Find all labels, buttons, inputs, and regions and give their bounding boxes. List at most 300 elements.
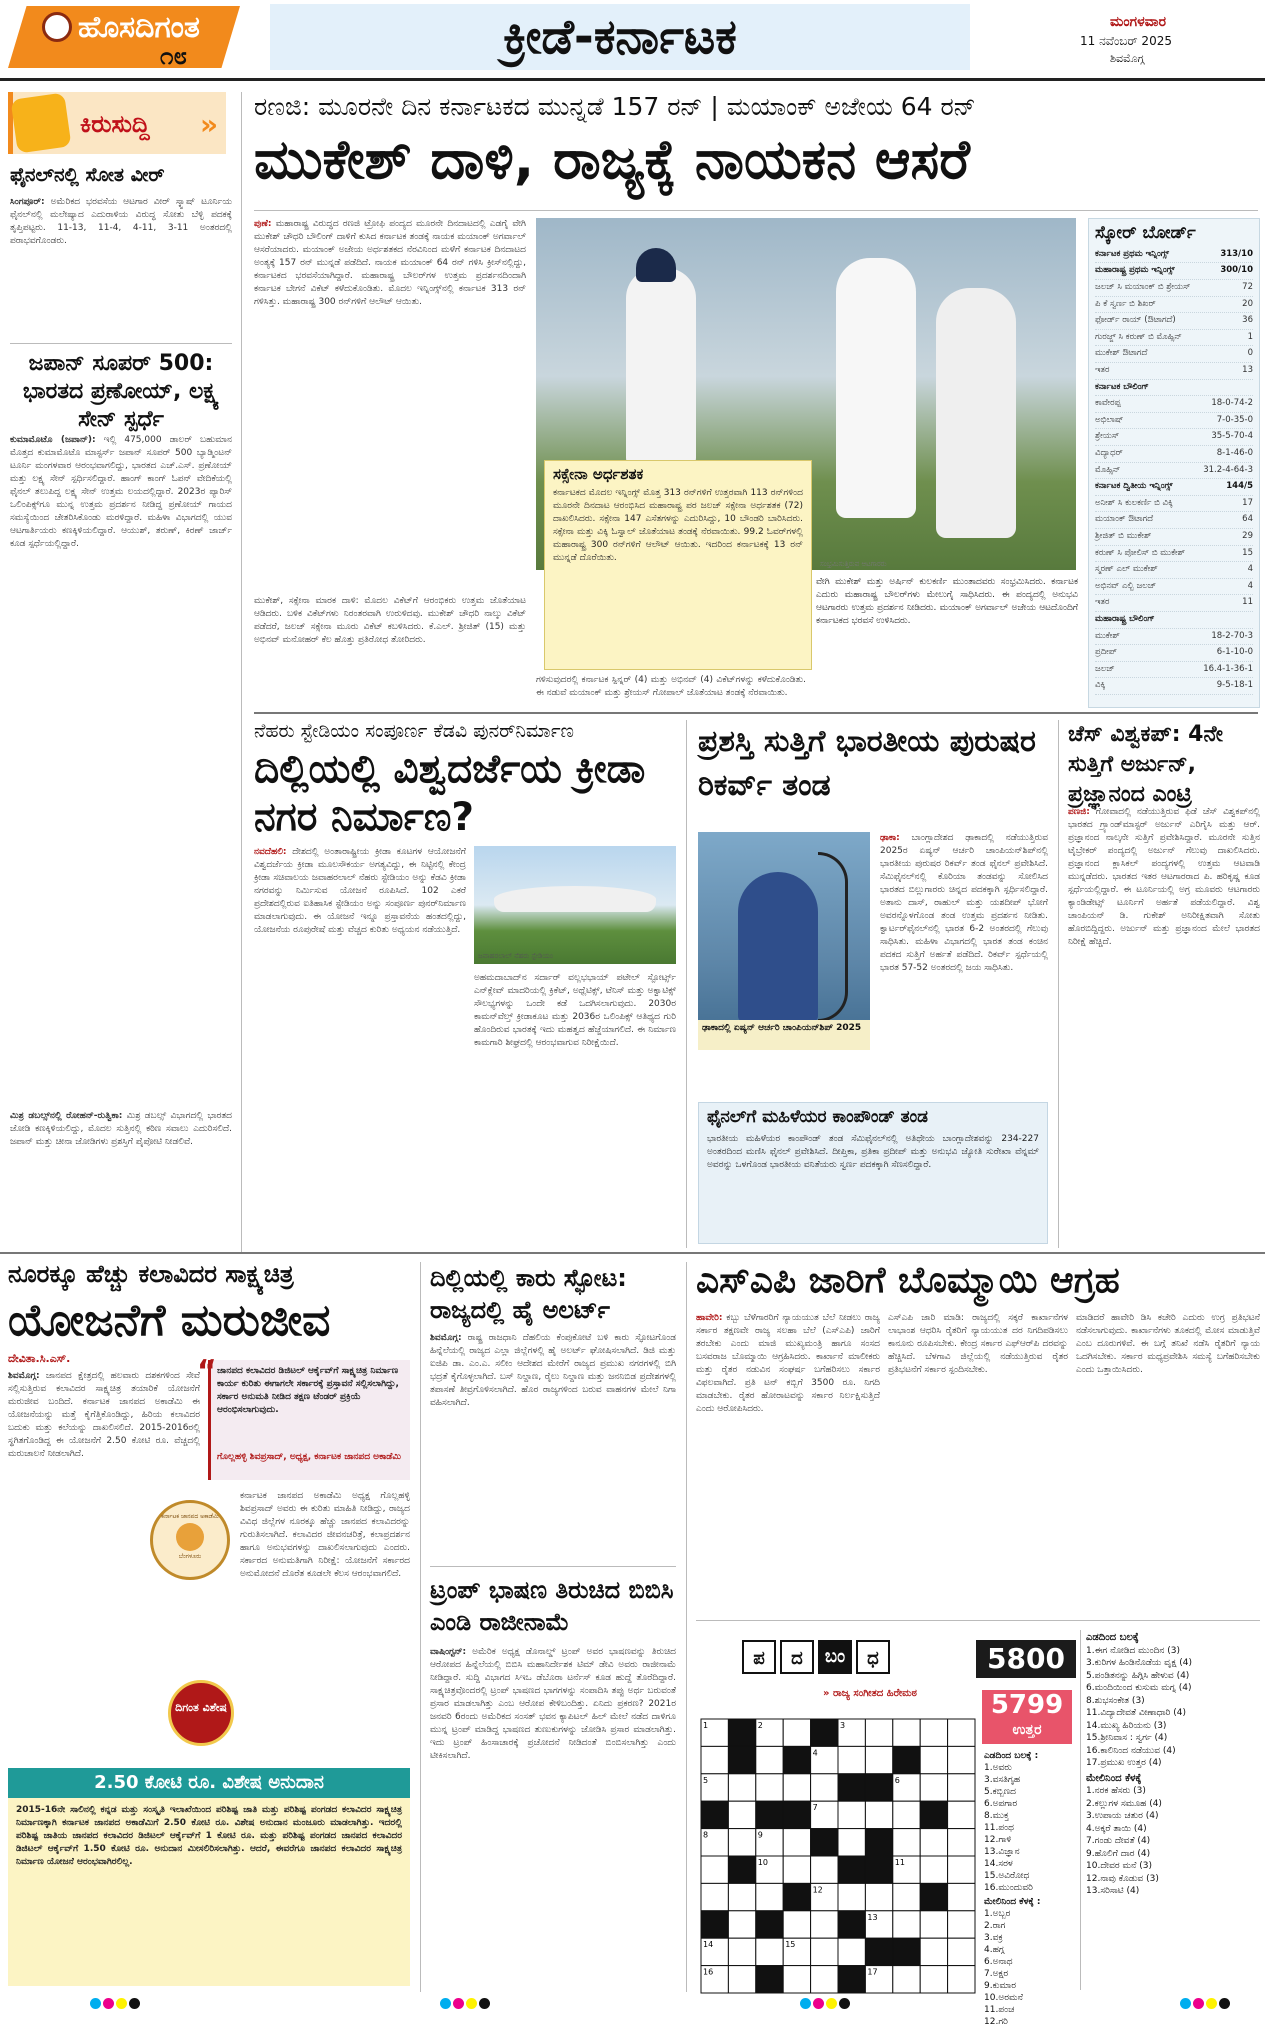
- crossword-block: [893, 1746, 920, 1773]
- crossword-cell[interactable]: [783, 1911, 810, 1938]
- scoreboard-row-label: ಮಯಾಂಕ್ ಔಟಾಗದೆ: [1095, 514, 1154, 525]
- crossword-cell[interactable]: [838, 1883, 865, 1910]
- scoreboard-row-value: 35-5-70-4: [1211, 431, 1253, 442]
- puzzle-header-letter: ಪ: [742, 1640, 776, 1674]
- bommai-headline: ಎಸ್‌ಎಪಿ ಜಾರಿಗೆ ಬೊಮ್ಮಾಯಿ ಆಗ್ರಹ: [696, 1260, 1120, 1301]
- artists-body-a: ಜಾನಪದ ಕ್ಷೇತ್ರದಲ್ಲಿ ಹಲವಾರು ದಶಕಗಳಿಂದ ಸೇವೆ ಸಲ್ಲಿಸುತ್ತಿರುವ ಕಲಾವಿದರ ಸಾಕ್ಷ್ಯಚಿತ್ರ ತಯಾರಿಕೆ ಯೋಜನೆಗೆ ಮರುಜೀವ ಬಂದಿದೆ. ಕರ್ನಾಟಕ ಜಾನಪದ ಅಕಾಡೆಮಿ ಈ ಯೋಜನೆಯನ್ನು ಮತ್ತೆ ಕೈಗೆತ್ತಿಕೊಂಡಿದ್ದು, ಹಿರಿಯ ಕಲಾವಿದರ ಬದುಕು ಮತ್ತು ಕಲೆಯನ್ನು ದಾಖಲಿಸಲಿದೆ. 2015-2016ರಲ್ಲಿ ಸ್ಥಗಿತಗೊಂಡಿದ್ದ ಈ ಯೋಜನೆಗೆ 2.50 ಕೋಟಿ ರೂ. ವೆಚ್ಚದಲ್ಲಿ ಮರುಚಾಲನೆ ನೀಡಲಾಗಿದೆ.: [8, 1371, 200, 1459]
- scoreboard-row-value: 15: [1242, 547, 1253, 558]
- clue-across-item: 16.ಕಾಲಿನಿಂದ ನಡೆಯುವ (4): [1086, 1745, 1176, 1756]
- cricket-helmet-icon: [636, 248, 676, 282]
- archery-body-text: ಬಾಂಗ್ಲಾದೇಶದ ಢಾಕಾದಲ್ಲಿ ನಡೆಯುತ್ತಿರುವ 2025ರ ಏಷ್ಯನ್ ಆರ್ಚರಿ ಚಾಂಪಿಯನ್‌ಶಿಪ್‌ನಲ್ಲಿ ಭಾರತೀಯ ಪುರುಷರ ರಿಕರ್ವ್ ತಂಡ ಫೈನಲ್ ಪ್ರವೇಶಿಸಿದೆ. ಸೆಮಿಫೈನಲ್‌ನಲ್ಲಿ ಕೊರಿಯಾ ತಂಡವನ್ನು ಸೋಲಿಸಿದ ಭಾರತದ ಬಿಲ್ಲುಗಾರರು ಚಿನ್ನದ ಪದಕಕ್ಕಾಗಿ ಸ್ಪರ್ಧಿಸಲಿದ್ದಾರೆ. ಅತಾನು ದಾಸ್, ರಾಹುಲ್ ಮತ್ತು ಯಶದೀಪ್ ಭೋಗೆ ಅವರನ್ನೊಳಗೊಂಡ ತಂಡ ಉತ್ತಮ ಪ್ರದರ್ಶನ ನೀಡಿತು. ಕ್ವಾರ್ಟರ್‌ಫೈನಲ್‌ನಲ್ಲಿ ಭಾರತ 6-2 ಅಂತರದಲ್ಲಿ ಗೆಲುವು ಸಾಧಿಸಿತು. ಮಹಿಳಾ ವಿಭಾಗದಲ್ಲಿ ಭಾರತ ತಂಡ ಕಂಚಿನ ಪದಕದ ಸುತ್ತಿಗೆ ಅರ್ಹತೆ ಪಡೆದಿದೆ. ರಿಕರ್ವ್ ಸ್ಪರ್ಧೆಯಲ್ಲಿ ಭಾರತ 57-52 ಅಂತರದಲ್ಲಿ ಜಯ ಸಾಧಿಸಿತು.: [880, 833, 1048, 973]
- clue-across-item: 17.ಪ್ರಮುಖ ಉತ್ತರ (4): [1086, 1758, 1162, 1768]
- crossword-cell[interactable]: [920, 1829, 947, 1856]
- answer-across-item: 3.ವಸತಿಗೃಹ: [984, 1775, 1021, 1785]
- puzzle-answers-label: ಉತ್ತರ: [1012, 1722, 1042, 1738]
- scoreboard-row-value: 7-0-35-0: [1216, 414, 1253, 425]
- crossword-cell[interactable]: [948, 1746, 975, 1773]
- puzzle-number-current: 5800: [976, 1640, 1076, 1678]
- crossword-cell-number: 16: [703, 1967, 714, 1977]
- issue-date: 11 ನವೆಂಬರ್ 2025: [1080, 34, 1172, 48]
- lead-body-col2: [254, 595, 526, 685]
- player-figure-2: [836, 258, 916, 518]
- registration-marks-far-right: [1180, 1994, 1232, 2013]
- crossword-block: [701, 1801, 728, 1828]
- scoreboard-row-label: ಇತರ: [1095, 597, 1110, 608]
- masthead: [0, 0, 1265, 76]
- scoreboard-row-value: 11: [1242, 597, 1253, 608]
- crossword-cell[interactable]: [783, 1829, 810, 1856]
- lead-caption: ವೇಗಿ ಮುಕೇಶ್ ಮತ್ತು ಅರ್ಷಿನ್ ಕುಲಕರ್ಣಿ ಮುಂತಾದವರು ಸಂಭ್ರಮಿಸಿದರು. ಕರ್ನಾಟಕ ಎದುರು ಮಹಾರಾಷ್ಟ್ರ ಬೌಲರ್‌ಗಳು ಮೇಲುಗೈ ಸಾಧಿಸಿದರು. ಈ ಪಂದ್ಯದಲ್ಲಿ ಅನುಭವಿ ಆಟಗಾರರು ಉತ್ತಮ ಪ್ರದರ್ಶನ ನೀಡಿದರು. ಮಯಾಂಕ್ ಅಗರ್ವಾಲ್ ಅಜೇಯ ಆಟದೊಂದಿಗೆ ಕರ್ನಾಟಕದ ಭರವಸೆ ಉಳಿಸಿದರು.: [816, 577, 1078, 626]
- answer-across-item: 13.ವಿಜ್ಞಾನ: [984, 1847, 1020, 1857]
- artists-body-col2: ಕರ್ನಾಟಕ ಜಾನಪದ ಅಕಾಡೆಮಿ ಅಧ್ಯಕ್ಷ ಗೊಲ್ಲಹಳ್ಳಿ ಶಿವಪ್ರಸಾದ್ ಅವರು ಈ ಕುರಿತು ಮಾಹಿತಿ ನೀಡಿದ್ದು, ರಾಜ್ಯದ ವಿವಿಧ ಜಿಲ್ಲೆಗಳ ನೂರಕ್ಕೂ ಹೆಚ್ಚು ಜಾನಪದ ಕಲಾವಿದರನ್ನು ಗುರುತಿಸಲಾಗಿದೆ. ಕಲಾವಿದರ ಜೀವನಚರಿತ್ರೆ, ಕಲಾಪ್ರದರ್ಶನ ಹಾಗೂ ಅನುಭವಗಳನ್ನು ದಾಖಲಿಸಲಾಗುವುದು ಎಂದರು. ಸರ್ಕಾರದ ಅನುಮತಿಗಾಗಿ ನಿರೀಕ್ಷೆ: ಯೋಜನೆಗೆ ಸರ್ಕಾರದ ಅನುಮೋದನೆ ದೊರೆತ ಕೂಡಲೇ ಕೆಲಸ ಆರಂಭವಾಗಲಿದೆ.: [240, 1491, 410, 1579]
- crossword-cell[interactable]: [948, 1883, 975, 1910]
- answer-across-item: 8.ಮುಕ್ತ: [984, 1811, 1009, 1821]
- clue-down-item: 2.ಕಲ್ಲುಗಳ ಸಮೂಹ (4): [1086, 1798, 1162, 1809]
- crossword-cell[interactable]: [701, 1883, 728, 1910]
- crossword-cell[interactable]: [948, 1966, 975, 1993]
- scoreboard-row-value: 9-5-18-1: [1216, 680, 1253, 691]
- crossword-cell[interactable]: [783, 1719, 810, 1746]
- puzzle-clue-arrow-icon: »: [823, 1688, 830, 1699]
- crossword-cell[interactable]: [811, 1938, 838, 1965]
- clue-across-item: 15.ಶ್ರೀನಿವಾಸ : ಸ್ವರ್ಗ (4): [1086, 1733, 1168, 1743]
- crossword-cell[interactable]: [728, 1801, 755, 1828]
- scoreboard-row-label: ಫೋರ್ಡ್ ರಾಯ್ (ಔಟಾಗದೆ): [1095, 315, 1176, 326]
- crossword-cell[interactable]: [920, 1911, 947, 1938]
- crossword-cell[interactable]: [756, 1883, 783, 1910]
- scoreboard-row: [1095, 579, 1253, 596]
- answers-across-title: ಎಡದಿಂದ ಬಲಕ್ಕೆ :: [984, 1751, 1039, 1761]
- kirusuddi-story1-text: ಅಮೆರಿಕದ ಭರವಸೆಯ ಆಟಗಾರ ವೀರ್ ಸ್ಕ್ವಾಷ್ ಟೂರ್ನಿಯ ಫೈನಲ್‌ನಲ್ಲಿ ಮಲೇಷ್ಯಾದ ಎದುರಾಳಿಯ ವಿರುದ್ಧ ಸೋತು ಬೆಳ್ಳಿ ಪದಕಕ್ಕೆ ತೃಪ್ತಿಪಟ್ಟರು. 11-13, 11-4, 4-11, 3-11 ಅಂತರದಲ್ಲಿ ಪರಾಭವಗೊಂಡರು.: [10, 197, 232, 246]
- trump-headline: ಟ್ರಂಪ್ ಭಾಷಣ ತಿರುಚಿದ ಬಿಬಿಸಿ ಎಂಡಿ ರಾಜೀನಾಮೆ: [430, 1576, 674, 1636]
- scoreboard-row-value: 16.4-1-36-1: [1203, 663, 1253, 674]
- scoreboard-row: [1095, 612, 1253, 629]
- artists-dateline: ಶಿವಮೊಗ್ಗ:: [8, 1371, 40, 1381]
- scoreboard-row-value: 144/5: [1226, 481, 1253, 492]
- clue-down-item: 10.ದೇವರ ಮನೆ (3): [1086, 1861, 1153, 1871]
- crossword-cell[interactable]: [948, 1774, 975, 1801]
- clue-across-item: 8.ಶುಭಸಂಕೇತ (3): [1086, 1695, 1145, 1706]
- crossword-cell[interactable]: [893, 1829, 920, 1856]
- clues-down-title: ಮೇಲಿನಿಂದ ಕೆಳಕ್ಕೆ: [1086, 1772, 1142, 1784]
- crossword-block: [756, 1801, 783, 1828]
- scoreboard-row-label: ಅಭಿಲಾಷ್: [1095, 414, 1124, 425]
- answer-across-item: 11.ಪಂಥ: [984, 1823, 1014, 1833]
- crossword-cell[interactable]: [920, 1856, 947, 1883]
- scoreboard-row-label: ಕರ್ನಾಟಕ ಬೌಲಿಂಗ್: [1095, 381, 1149, 392]
- scoreboard-row: [1095, 429, 1253, 446]
- stadium-roof-icon: [494, 886, 656, 912]
- stadium-photo-alt: ಜವಾಹರಲಾಲ್ ನೆಹರು ಸ್ಟೇಡಿಯಂ: [478, 952, 553, 960]
- crossword-cell[interactable]: [783, 1774, 810, 1801]
- answers-down-title: ಮೇಲಿನಿಂದ ಕೆಳಕ್ಕೆ :: [984, 1897, 1041, 1907]
- crossword-block: [728, 1719, 755, 1746]
- answers-across-list: [984, 1762, 1074, 1894]
- scoreboard-row-label: ಮಹಾರಾಷ್ಟ್ರ ಪ್ರಥಮ ಇನ್ನಿಂಗ್ಸ್: [1095, 265, 1175, 276]
- academy-seal-top-text: ಕರ್ನಾಟಕ ಜಾನಪದ ಅಕಾಡೆಮಿ: [161, 1513, 219, 1520]
- crossword-block: [838, 1856, 865, 1883]
- archery-headline: ಪ್ರಶಸ್ತಿ ಸುತ್ತಿಗೆ ಭಾರತೀಯ ಪುರುಷರ ರಿಕರ್ವ್ ತಂಡ: [698, 724, 1036, 803]
- scoreboard-row-label: ವಿದ್ಯಾಧರ್: [1095, 447, 1123, 458]
- clues-down-list: [1086, 1785, 1262, 1898]
- clues-across-list: [1086, 1645, 1262, 1770]
- scoreboard-row-label: ಅಭಿನವ್ ಎಲ್ಬಿ ಜಲಜ್: [1095, 580, 1157, 591]
- scoreboard-row: [1095, 297, 1253, 314]
- kirusuddi-story1-dateline: ಸಿಂಗಪೂರ್:: [10, 197, 45, 207]
- puzzle-clue-title-text: ರಾಜ್ಯ ಸಂಗೀತದ ಹಿರೇಮಠ: [832, 1688, 917, 1699]
- crossword-cell-number: 13: [867, 1912, 878, 1922]
- delhi-body-col2: ಅಹಮದಾಬಾದ್‌ನ ಸರ್ದಾರ್ ವಲ್ಲಭಭಾಯ್ ಪಟೇಲ್ ಸ್ಪೋರ್ಟ್ಸ್ ಎನ್‌ಕ್ಲೇವ್ ಮಾದರಿಯಲ್ಲಿ ಕ್ರಿಕೆಟ್, ಅಥ್ಲೆಟಿಕ್ಸ್, ಟೆನಿಸ್ ಮತ್ತು ಅಕ್ವಾಟಿಕ್ಸ್ ಸೌಲಭ್ಯಗಳನ್ನು ಒಂದೇ ಕಡೆ ಒದಗಿಸಲಾಗುವುದು. 2030ರ ಕಾಮನ್‌ವೆಲ್ತ್ ಕ್ರೀಡಾಕೂಟ ಮತ್ತು 2036ರ ಒಲಿಂಪಿಕ್ಸ್ ಆತಿಥ್ಯದ ಗುರಿ ಹೊಂದಿರುವ ಭಾರತಕ್ಕೆ ಇದು ಮಹತ್ವದ ಹೆಜ್ಜೆಯಾಗಲಿದೆ. ಈ ನಿರ್ಮಾಣ ಕಾಮಗಾರಿ ಶೀಘ್ರದಲ್ಲಿ ಆರಂಭವಾಗುವ ನಿರೀಕ್ಷೆಯಿದೆ.: [474, 973, 676, 1048]
- scoreboard-row-label: ಪಿ ಕೆ ಸ್ವರ್ಣ ಬಿ ಶಿಖರ್: [1095, 298, 1156, 309]
- crossword-cell-number: 17: [867, 1967, 878, 1977]
- crossword-cell[interactable]: [920, 1938, 947, 1965]
- scoreboard-row-value: 18-2-70-3: [1211, 630, 1253, 641]
- crossword-block: [783, 1746, 810, 1773]
- scoreboard-row: [1095, 512, 1253, 529]
- chess-body: [1068, 806, 1260, 1242]
- crossword-cell[interactable]: [920, 1746, 947, 1773]
- scoreboard-lines: [1095, 247, 1253, 695]
- scoreboard-row-label: ಸ್ಮರಣ್ ಎಲ್ ಮುಕೇಶ್: [1095, 564, 1158, 575]
- digantha-vishesha-badge: [168, 1680, 234, 1746]
- crossword-cell[interactable]: [811, 1911, 838, 1938]
- scoreboard-row-label: ಇತರ: [1095, 365, 1110, 375]
- crossword-block: [756, 1911, 783, 1938]
- compound-box-text: ಭಾರತೀಯ ಮಹಿಳೆಯರ ಕಾಂಪೌಂಡ್ ತಂಡ ಸೆಮಿಫೈನಲ್‌ನಲ್ಲಿ ಅತಿಥೇಯ ಬಾಂಗ್ಲಾದೇಶವನ್ನು 234-227 ಅಂತರದಿಂದ ಮಣಿಸಿ ಫೈನಲ್ ಪ್ರವೇಶಿಸಿದೆ. ದೀಪ್ತಿಕಾ, ಪ್ರತಿಕಾ ಪ್ರದೀಪ್ ಮತ್ತು ಅನುಭವಿ ಜ್ಯೋತಿ ಸುರೇಖಾ ವೆನ್ನಮ್ ಅವರನ್ನು ಒಳಗೊಂಡ ಭಾರತೀಯ ವನಿತೆಯರು ಸ್ವರ್ಣ ಪದಕಕ್ಕಾಗಿ ಸೆಣಸಲಿದ್ದಾರೆ.: [707, 1133, 1039, 1170]
- crossword-block: [865, 1774, 892, 1801]
- scoreboard-row-value: 4: [1247, 580, 1253, 591]
- answer-down-item: 12.ಗರಿ: [984, 2017, 1008, 2027]
- kirusuddi-story3-body: [10, 1110, 232, 1240]
- crossword-cell[interactable]: [948, 1938, 975, 1965]
- crossword-cell[interactable]: [920, 1966, 947, 1993]
- scoreboard-row-value: 1: [1247, 331, 1253, 342]
- section-title: ಕ್ರೀಡೆ-ಕರ್ನಾಟಕ: [270, 4, 970, 70]
- scoreboard-row: [1095, 463, 1253, 480]
- academy-seal-bottom-text: ಬೆಂಗಳೂರು: [178, 1553, 202, 1560]
- crossword-block: [701, 1911, 728, 1938]
- crossword-cell-number: 14: [703, 1940, 714, 1950]
- crossword-cell[interactable]: [728, 1966, 755, 1993]
- scoreboard-row: [1095, 629, 1253, 646]
- lead-photo-alt: ಸಂಭ್ರಮಿಸುತ್ತಿರುವ ಆಟಗಾರರು: [820, 560, 887, 568]
- scoreboard-row-label: ಕಾವೇರಪ್ಪ: [1095, 398, 1121, 409]
- scoreboard-row-value: 0: [1247, 348, 1253, 359]
- scoreboard-row: [1095, 396, 1253, 413]
- crossword-block: [756, 1966, 783, 1993]
- scoreboard-row-label: ಮುಕೇಶ್ ಔಟಾಗದೆ: [1095, 348, 1148, 359]
- bommai-body-col1: [696, 1312, 880, 1612]
- crossword-cell[interactable]: [701, 1856, 728, 1883]
- answer-across-item: 1.ಅವರು: [984, 1763, 1012, 1773]
- academy-seal-emblem: [176, 1523, 204, 1551]
- answer-down-item: 2.ರಾಗ: [984, 1921, 1006, 1931]
- clues-across-title: ಎಡದಿಂದ ಬಲಕ್ಕೆ: [1086, 1632, 1139, 1643]
- crossword-block: [783, 1883, 810, 1910]
- answer-across-item: 15.ಅವಿರೋಧ: [984, 1871, 1030, 1881]
- crossword-block: [811, 1829, 838, 1856]
- kirusuddi-label: ಕಿರುಸುದ್ದಿ: [80, 110, 150, 138]
- clue-down-item: 3.ಉಪಾಯ ಚತುರ (4): [1086, 1811, 1159, 1821]
- scoreboard-row: [1095, 446, 1253, 463]
- scoreboard-row: [1095, 380, 1253, 397]
- scoreboard-row-label: ಜಲಜ್: [1095, 663, 1115, 674]
- scoreboard-row-label: ಜಲಜ್ ಸಿ ಮಯಾಂಕ್ ಬಿ ಶ್ರೇಯಸ್: [1095, 282, 1191, 293]
- clue-down-item: 1.ನರಕ ಹೆಸರು (3): [1086, 1786, 1146, 1796]
- crossword-block: [783, 1801, 810, 1828]
- answer-across-item: 12.ಗಾಳಿ: [984, 1835, 1012, 1845]
- player-figure-3: [936, 288, 1016, 538]
- scoreboard: [1088, 218, 1260, 708]
- crossword-cell[interactable]: [948, 1829, 975, 1856]
- scoreboard-row: [1095, 546, 1253, 563]
- lead-kicker: ರಣಜಿ: ಮೂರನೇ ದಿನ ಕರ್ನಾಟಕದ ಮುನ್ನಡೆ 157 ರನ್ | ಮಯಾಂಕ್ ಅಜೇಯ 64 ರನ್: [254, 92, 976, 121]
- delhi-headline: ದಿಲ್ಲಿಯಲ್ಲಿ ವಿಶ್ವದರ್ಜೆಯ ಕ್ರೀಡಾ ನಗರ ನಿರ್ಮಾಣ?: [254, 747, 646, 840]
- delhi-dateline: ನವದೆಹಲಿ:: [254, 847, 287, 857]
- crossword-cell[interactable]: [893, 1719, 920, 1746]
- newspaper-name: ಹೊಸದಿಗಂತ: [78, 10, 200, 45]
- scoreboard-row: [1095, 496, 1253, 513]
- scoreboard-row-value: 313/10: [1220, 248, 1253, 259]
- crossword-grid[interactable]: [700, 1718, 976, 1994]
- quote-box: [197, 1354, 410, 1480]
- scoreboard-row-label: ಅನೀಶ್ ಸಿ ಕುಲಕರ್ಣಿ ಬಿ ವಿಕ್ಕಿ: [1095, 497, 1173, 508]
- scoreboard-row: [1095, 479, 1253, 496]
- scoreboard-row-label: ಕರ್ನಾಟಕ ದ್ವಿತೀಯ ಇನ್ನಿಂಗ್ಸ್: [1095, 481, 1173, 492]
- puzzle-number-prev-box: [982, 1690, 1072, 1744]
- crossword-cell[interactable]: [838, 1801, 865, 1828]
- registration-marks-center: [440, 1994, 492, 2013]
- scoreboard-row-label: ಶ್ರೇಯಸ್: [1095, 431, 1120, 442]
- crossword-block: [920, 1883, 947, 1910]
- crossword-cell[interactable]: [893, 1883, 920, 1910]
- scoreboard-row: [1095, 263, 1253, 280]
- crossword-cell[interactable]: [838, 1829, 865, 1856]
- crossword-cell-number: 10: [757, 1858, 768, 1867]
- crossword-cell-number: 1: [703, 1721, 709, 1730]
- crossword-cell[interactable]: [728, 1774, 755, 1801]
- scoreboard-row-value: 6-1-10-0: [1216, 647, 1253, 658]
- blast-dateline: ಶಿವಮೊಗ್ಗ:: [430, 1333, 462, 1343]
- crossword-block: [838, 1966, 865, 1993]
- crossword-cell[interactable]: [728, 1883, 755, 1910]
- clue-across-item: 1.ಈಗ ನೋಡಿದ ಮುಂದಿನ (3): [1086, 1645, 1181, 1656]
- bommai-body-col3: ಮಾಡಿದರೆ ಹಾವೇರಿ ಡಿಸಿ ಕಚೇರಿ ಎದುರು ಉಗ್ರ ಪ್ರತಿಭಟನೆ ನಡೆಸಲಾಗುವುದು. ಕಾರ್ಖಾನೆಗಳು ತೂಕದಲ್ಲಿ ಮೋಸ ಮಾಡುತ್ತಿವೆ ಎಂಬ ದೂರುಗಳಿವೆ. ಈ ಬಗ್ಗೆ ತನಿಖೆ ನಡೆಸಿ ರೈತರಿಗೆ ನ್ಯಾಯ ಒದಗಿಸಬೇಕು. ಸರ್ಕಾರ ಮಧ್ಯಪ್ರವೇಶಿಸಿ ಸಮಸ್ಯೆ ಬಗೆಹರಿಸಬೇಕು ಎಂದು ಒತ್ತಾಯಿಸಿದರು.: [1076, 1313, 1260, 1375]
- crossword-cell[interactable]: [865, 1883, 892, 1910]
- chevron-right-icon: »: [200, 108, 219, 141]
- scoreboard-row-value: 29: [1242, 530, 1253, 541]
- crossword-cell[interactable]: [948, 1719, 975, 1746]
- badge-text: ದಿಗಂತ ವಿಶೇಷ: [175, 1701, 227, 1714]
- saxena-box-text: ಕರ್ನಾಟಕದ ಮೊದಲ ಇನ್ನಿಂಗ್ಸ್ ಮೊತ್ತ 313 ರನ್‌ಗಳಿಗೆ ಉತ್ತರವಾಗಿ 113 ರನ್‌ಗಳಿಂದ ಮೂರನೇ ದಿನದಾಟ ಆರಂಭಿಸಿದ ಮಹಾರಾಷ್ಟ್ರ ಪರ ಜಲಜ್ ಸಕ್ಸೇನಾ ಅರ್ಧಶತಕ (72) ದಾಖಲಿಸಿದರು. ಸಕ್ಸೇನಾ 147 ಎಸೆತಗಳನ್ನು ಎದುರಿಸಿದ್ದು, 10 ಬೌಂಡರಿ ಬಾರಿಸಿದರು. ಸಕ್ಸೇನಾ ಮತ್ತು ವಿಕ್ಕಿ ಓಸ್ವಾಲ್ ಜೊತೆಯಾಟ ತಂಡಕ್ಕೆ ನೆರವಾಯಿತು. 99.2 ಓವರ್‌ಗಳಲ್ಲಿ ಮಹಾರಾಷ್ಟ್ರ 300 ರನ್‌ಗಳಿಗೆ ಆಲೌಟ್ ಆಯಿತು. ಇದರಿಂದ ಕರ್ನಾಟಕಕ್ಕೆ 13 ರನ್ ಮುನ್ನಡೆ ದೊರೆಯಿತು.: [553, 487, 803, 563]
- scoreboard-row: [1095, 529, 1253, 546]
- artists-byline: ದೇವಿತಾ.ಸಿ.ಎಸ್.: [8, 1352, 71, 1365]
- crossword-block: [728, 1856, 755, 1883]
- crossword-cell[interactable]: [756, 1774, 783, 1801]
- registration-marks-left: [90, 1994, 142, 2013]
- scoreboard-row: [1095, 678, 1253, 695]
- scoreboard-row-value: 18-0-74-2: [1211, 398, 1253, 409]
- archery-caption-box: [698, 1020, 870, 1050]
- scoreboard-row-label: ಕರುಣ್ ಸಿ ಪೋಲಿಸ್ ಬಿ ಮುಕೇಶ್: [1095, 547, 1186, 558]
- lead-body-a: ಮಹಾರಾಷ್ಟ್ರ ವಿರುದ್ಧದ ರಣಜಿ ಟ್ರೋಫಿ ಪಂದ್ಯದ ಮೂರನೇ ದಿನದಾಟದಲ್ಲಿ ಎಡಗೈ ವೇಗಿ ಮುಕೇಶ್ ಚೌಧರಿ ಬೌಲಿಂಗ್ ದಾಳಿಗೆ ಕುಸಿದ ಕರ್ನಾಟಕ ತಂಡಕ್ಕೆ ನಾಯಕ ಮಯಾಂಕ್ ಅಗರ್ವಾಲ್ ಆಸರೆಯಾದರು. ಮಯಾಂಕ್ ಅಜೇಯ ಅರ್ಧಶತಕದ ನೆರವಿನಿಂದ ಮಳೆಗೆ ಕರ್ನಾಟಕ ದಿನದಾಟದ ಅಂತ್ಯಕ್ಕೆ 157 ರನ್ ಮುನ್ನಡೆ ಪಡೆದಿದೆ. ನಾಯಕ ಮಯಾಂಕ್ 64 ರನ್ ಗಳಿಸಿ ಕ್ರೀಸ್‌ನಲ್ಲಿದ್ದು, ಕರ್ನಾಟಕದ ಭರವಸೆಯಾಗಿದ್ದಾರೆ. ಮಹಾರಾಷ್ಟ್ರ ಬೌಲರ್‌ಗಳ ಉತ್ತಮ ಪ್ರದರ್ಶನದಿಂದಾಗಿ ಕರ್ನಾಟಕ ಬೇಗನೆ ವಿಕೆಟ್ ಕಳೆದುಕೊಂಡಿತು. ಮೊದಲ ಇನ್ನಿಂಗ್ಸ್‌ನಲ್ಲಿ ಕರ್ನಾಟಕ 313 ರನ್ ಗಳಿಸಿತ್ತು. ಮಹಾರಾಷ್ಟ್ರ 300 ರನ್‌ಗಳಿಗೆ ಆಲೌಟ್ ಆಯಿತು.: [254, 219, 526, 307]
- scoreboard-row-label: ಮೊಹ್ಸಿನ್: [1095, 464, 1121, 475]
- scoreboard-row-value: 36: [1242, 315, 1253, 326]
- crossword-cell[interactable]: [811, 1856, 838, 1883]
- answer-across-item: 6.ಅಪಗಾರ: [984, 1799, 1018, 1809]
- crossword-cell[interactable]: [811, 1966, 838, 1993]
- page-number: ೧೮: [160, 42, 187, 70]
- trump-body-a: ಅಮೆರಿಕ ಅಧ್ಯಕ್ಷ ಡೊನಾಲ್ಡ್ ಟ್ರಂಪ್ ಅವರ ಭಾಷಣವನ್ನು ತಿರುಚಿದ ಆರೋಪದ ಹಿನ್ನೆಲೆಯಲ್ಲಿ ಬಿಬಿಸಿ ಮಹಾನಿರ್ದೇಶಕ ಟಿಮ್ ಡೇವಿ ಅವರು ರಾಜೀನಾಮೆ ನೀಡಿದ್ದಾರೆ. ಸುದ್ದಿ ವಿಭಾಗದ ಸಿಇಒ ಡೆಬೊರಾ ಟರ್ನೆಸ್ ಕೂಡ ಹುದ್ದೆ ತೊರೆದಿದ್ದಾರೆ. ಸಾಕ್ಷ್ಯಚಿತ್ರವೊಂದರಲ್ಲಿ ಟ್ರಂಪ್ ಭಾಷಣದ ಭಾಗಗಳನ್ನು ಸಂಪಾದಿಸಿ ತಪ್ಪು ಅರ್ಥ ಬರುವಂತೆ ಪ್ರಸಾರ ಮಾಡಲಾಗಿತ್ತು ಎಂಬ ಆರೋಪ ಕೇಳಿಬಂದಿತ್ತು.: [430, 1647, 676, 1709]
- crossword-cell[interactable]: [783, 1966, 810, 1993]
- trump-body-b: ಏನಿದು ಪ್ರಕರಣ? 2021ರ ಜನವರಿ 6ರಂದು ಅಮೆರಿಕದ ಸಂಸತ್ ಭವನ ಕ್ಯಾಪಿಟಲ್ ಹಿಲ್ ಮೇಲೆ ನಡೆದ ದಾಳಿಗೂ ಮುನ್ನ ಟ್ರಂಪ್ ಮಾಡಿದ್ದ ಭಾಷಣದ ತುಣುಕುಗಳನ್ನು ಜೋಡಿಸಿ ಪ್ರಸಾರ ಮಾಡಲಾಗಿತ್ತು. ಇದು ಟ್ರಂಪ್ ಹಿಂಸಾಚಾರಕ್ಕೆ ಪ್ರಚೋದನೆ ನೀಡಿದಂತೆ ಬಿಂಬಿಸಲಾಗಿತ್ತು ಎಂದು ಟೀಕಿಸಲಾಗಿದೆ.: [430, 1699, 676, 1761]
- crossword-cell[interactable]: [865, 1801, 892, 1828]
- scoreboard-row: [1095, 247, 1253, 264]
- crossword-cell[interactable]: [948, 1801, 975, 1828]
- scoreboard-row: [1095, 562, 1253, 579]
- blast-body-text: ರಾಷ್ಟ್ರ ರಾಜಧಾನಿ ದೆಹಲಿಯ ಕೆಂಪುಕೋಟೆ ಬಳಿ ಕಾರು ಸ್ಫೋಟಗೊಂಡ ಹಿನ್ನೆಲೆಯಲ್ಲಿ ರಾಜ್ಯದ ಎಲ್ಲಾ ಜಿಲ್ಲೆಗಳಲ್ಲಿ ಹೈ ಅಲರ್ಟ್ ಘೋಷಿಸಲಾಗಿದೆ. ಡಿಜಿ ಮತ್ತು ಐಜಿಪಿ ಡಾ. ಎಂ.ಎ. ಸಲೀಂ ಆದೇಶದ ಮೇರೆಗೆ ರಾಜ್ಯದ ಪ್ರಮುಖ ನಗರಗಳಲ್ಲಿ ಬಿಗಿ ಭದ್ರತೆ ಕೈಗೊಳ್ಳಲಾಗಿದೆ. ಬಸ್ ನಿಲ್ದಾಣ, ರೈಲು ನಿಲ್ದಾಣ ಮತ್ತು ಜನನಿಬಿಡ ಪ್ರದೇಶಗಳಲ್ಲಿ ತಪಾಸಣೆ ತೀವ್ರಗೊಳಿಸಲಾಗಿದೆ. ಹೊರ ರಾಜ್ಯಗಳಿಂದ ಬರುವ ವಾಹನಗಳ ಮೇಲೆ ನಿಗಾ ವಹಿಸಲಾಗಿದೆ.: [430, 1333, 676, 1408]
- crossword-block: [920, 1801, 947, 1828]
- saxena-box-title: ಸಕ್ಸೇನಾ ಅರ್ಧಶತಕ: [553, 465, 644, 483]
- answer-down-item: 7.ಅಕ್ಷರ: [984, 1969, 1009, 1979]
- archery-dateline: ಢಾಕಾ:: [880, 833, 900, 843]
- chess-dateline: ಪಣಜಿ:: [1068, 807, 1090, 817]
- crossword-cell[interactable]: [783, 1856, 810, 1883]
- clue-across-item: 14.ಮುಖ್ಯ ಹಿರಿಯನು (3): [1086, 1720, 1167, 1731]
- clue-down-item: 13.ಸರಿಸಾಟಿ (4): [1086, 1886, 1140, 1896]
- answers-down-list: [984, 1908, 1074, 2028]
- crossword-cell[interactable]: [811, 1774, 838, 1801]
- newspaper-logo-icon: [42, 12, 72, 42]
- clue-across-item: 6.ಮಂದಿಯಿಂದ ಕುಸುಮ ಮಗ್ನ (4): [1086, 1683, 1192, 1693]
- compound-box: [698, 1102, 1048, 1244]
- registration-marks-right: [800, 1994, 852, 2013]
- clue-down-item: 12.ನಾವು ಕೊಡುವ (3): [1086, 1873, 1159, 1884]
- crossword-cell[interactable]: [893, 1966, 920, 1993]
- crossword-cell-number: 7: [812, 1803, 818, 1813]
- crossword-cell-number: 11: [894, 1858, 905, 1867]
- special-grant-text: 2015-16ನೇ ಸಾಲಿನಲ್ಲಿ ಕನ್ನಡ ಮತ್ತು ಸಂಸ್ಕೃತಿ ಇಲಾಖೆಯಿಂದ ಪರಿಶಿಷ್ಟ ಜಾತಿ ಮತ್ತು ಪರಿಶಿಷ್ಟ ಪಂಗಡದ ಕಲಾವಿದರ ಸಾಕ್ಷ್ಯಚಿತ್ರ ನಿರ್ಮಾಣಕ್ಕಾಗಿ ಕರ್ನಾಟಕ ಜಾನಪದ ಅಕಾಡೆಮಿಗೆ 2.50 ಕೋಟಿ ರೂ. ವಿಶೇಷ ಅನುದಾನ ಮಂಜೂರು ಮಾಡಲಾಗಿತ್ತು. ಇದರಲ್ಲಿ ಪರಿಶಿಷ್ಟ ಜಾತಿಯ ಜಾನಪದ ಕಲಾವಿದರ ಡಿಜಿಟಲ್ ಆರ್ಕೈವ್‌ಗೆ 1 ಕೋಟಿ ರೂ. ಮತ್ತು ಪರಿಶಿಷ್ಟ ಪಂಗಡದ ಜಾನಪದ ಕಲಾವಿದರ ಡಿಜಿಟಲ್ ಆರ್ಕೈವ್‌ಗೆ 1.50 ಕೋಟಿ ರೂ. ಅನುದಾನ ಮೀಸಲಿರಿಸಲಾಗಿತ್ತು. ಆದರೆ, ಈವರೆಗೂ ಜಾನಪದ ಕಲಾವಿದರ ಸಾಕ್ಷ್ಯಚಿತ್ರ ನಿರ್ಮಾಣ ಯೋಜನೆ ಆರಂಭವಾಗಿರಲಿಲ್ಲ.: [16, 1805, 402, 1867]
- crossword-cell[interactable]: [728, 1938, 755, 1965]
- kirusuddi-story3-text: ಮಿಶ್ರ ಡಬಲ್ಸ್ ವಿಭಾಗದಲ್ಲಿ ಭಾರತದ ಜೋಡಿ ಕಣಕ್ಕಿಳಿಯಲಿದ್ದು, ಮೊದಲ ಸುತ್ತಿನಲ್ಲಿ ಕಠಿಣ ಸವಾಲು ಎದುರಿಸಲಿದೆ. ಜಪಾನ್ ಮತ್ತು ಚೀನಾ ಜೋಡಿಗಳು ಪ್ರಶಸ್ತಿಗೆ ಪೈಪೋಟಿ ನೀಡಲಿವೆ.: [10, 1111, 232, 1147]
- scoreboard-row: [1095, 662, 1253, 679]
- academy-seal: [150, 1500, 230, 1580]
- answer-down-item: 9.ಕುಮಾರ: [984, 1981, 1016, 1991]
- kirusuddi-story2-text: ಇಲ್ಲಿ 475,000 ಡಾಲರ್ ಬಹುಮಾನ ಮೊತ್ತದ ಕುಮಾಮೊಟೊ ಮಾಸ್ಟರ್ಸ್ ಜಪಾನ್ ಸೂಪರ್ 500 ಬ್ಯಾಡ್ಮಿಂಟನ್ ಟೂರ್ನಿ ಮಂಗಳವಾರ ಆರಂಭವಾಗಲಿದ್ದು, ಭಾರತದ ಎಚ್.ಎಸ್. ಪ್ರಣೋಯ್ ಮತ್ತು ಲಕ್ಷ್ಯ ಸೇನ್ ಸ್ಪರ್ಧಿಸಲಿದ್ದಾರೆ. ಹಾಂಗ್ ಕಾಂಗ್ ಓಪನ್ ವೇದಿಕೆಯಲ್ಲಿ ಫೈನಲ್ ತಲುಪಿದ್ದ ಲಕ್ಷ್ಯ ಸೇನ್ ಉತ್ತಮ ಲಯದಲ್ಲಿದ್ದಾರೆ. 2023ರ ಪ್ಯಾರಿಸ್ ಒಲಿಂಪಿಕ್ಸ್‌ಗೂ ಮುನ್ನ ಉತ್ತಮ ಪ್ರದರ್ಶನ ನೀಡಿದ್ದ ಪ್ರಣೋಯ್ ಗಾಯದ ಸಮಸ್ಯೆಯಿಂದ ಚೇತರಿಸಿಕೊಂಡು ಮರಳಿದ್ದಾರೆ. ಮಹಿಳಾ ವಿಭಾಗದಲ್ಲಿ ಯುವ ಆಟಗಾರ್ತಿಯರು ಕಣಕ್ಕಿಳಿಯಲಿದ್ದಾರೆ. ಆಯುಶ್, ತರುಣ್, ಕಿರಣ್ ಜಾರ್ಜ್ ಕೂಡ ಸ್ಪರ್ಧೆಯಲ್ಲಿದ್ದಾರೆ.: [10, 435, 232, 549]
- scoreboard-row: [1095, 363, 1253, 380]
- scoreboard-row: [1095, 330, 1253, 347]
- crossword-cell[interactable]: [865, 1719, 892, 1746]
- crossword-cell[interactable]: [701, 1746, 728, 1773]
- archery-caption: ಢಾಕಾದಲ್ಲಿ ಏಷ್ಯನ್ ಆರ್ಚರಿ ಚಾಂಪಿಯನ್‌ಶಿಪ್ 2025: [702, 1023, 862, 1033]
- scoreboard-row: [1095, 645, 1253, 662]
- saxena-box: [544, 460, 812, 670]
- lead-dateline: ಪುಣೆ:: [254, 219, 272, 229]
- crossword-cell[interactable]: [756, 1746, 783, 1773]
- answer-down-item: 6.ಅನಾಥ: [984, 1957, 1013, 1967]
- crossword-cell-number: 9: [757, 1830, 763, 1840]
- crossword-block: [838, 1774, 865, 1801]
- crossword-cell[interactable]: [920, 1774, 947, 1801]
- clue-down-item: 7.ಗಂಡು ದೇವತೆ (4): [1086, 1836, 1151, 1846]
- scoreboard-row-value: 4: [1247, 564, 1253, 575]
- crossword-cell[interactable]: [948, 1911, 975, 1938]
- crossword-cell[interactable]: [948, 1856, 975, 1883]
- clue-across-item: 3.ಕುರಿಗಳ ಹಿಂಡಿನೊಡೆಯ ವೃಕ್ಷ (4): [1086, 1658, 1193, 1668]
- crossword-block: [893, 1938, 920, 1965]
- crossword-cell[interactable]: [893, 1801, 920, 1828]
- crossword-block: [838, 1911, 865, 1938]
- compound-box-title: ಫೈನಲ್‌ಗೆ ಮಹಿಳೆಯರ ಕಾಂಪೌಂಡ್ ತಂಡ: [707, 1107, 929, 1127]
- kirusuddi-story2-body: [10, 434, 232, 1104]
- crossword-cell-number: 3: [840, 1721, 846, 1730]
- crossword-cell[interactable]: [920, 1719, 947, 1746]
- crossword-cell[interactable]: [728, 1911, 755, 1938]
- scoreboard-row-label: ಶ್ರೀಜಿತ್ ಬಿ ಮುಕೇಶ್: [1095, 530, 1152, 541]
- crossword-cell-number: 6: [894, 1775, 900, 1785]
- scoreboard-row-value: 31.2-4-64-3: [1203, 464, 1253, 475]
- scoreboard-row-value: 20: [1242, 298, 1253, 309]
- issue-city: ಶಿವಮೊಗ್ಗ: [1110, 52, 1145, 65]
- bow-icon: [818, 852, 848, 1022]
- kirusuddi-story1-title: ಫೈನಲ್‌ನಲ್ಲಿ ಸೋತ ವೀರ್: [10, 164, 165, 186]
- lead-body-col3: ಗಳಿಸುವುದರಲ್ಲಿ ಕರ್ನಾಟಕ ಸ್ಪಿನ್ನರ್ (4) ಮತ್ತು ಅಭಿನವ್ (4) ವಿಕೆಟ್‌ಗಳನ್ನು ಕಳೆದುಕೊಂಡಿತು. ಈ ನಡುವೆ ಮಯಾಂಕ್ ಮತ್ತು ಶ್ರೇಯಸ್ ಗೋಪಾಲ್ ಜೊತೆಯಾಟ ತಂಡಕ್ಕೆ ನೆರವಾಯಿತು.: [536, 675, 806, 698]
- stadium-photo: [474, 846, 676, 964]
- answer-across-item: 14.ಸರಳ: [984, 1859, 1013, 1869]
- scoreboard-row-value: 17: [1242, 497, 1253, 508]
- scoreboard-row: [1095, 346, 1253, 363]
- scoreboard-row-value: 300/10: [1220, 265, 1253, 276]
- clue-down-item: 4.ಅಕ್ಕರೆ ತಾಯಿ (4): [1086, 1823, 1147, 1834]
- lead-headline: ಮುಕೇಶ್ ದಾಳಿ, ರಾಜ್ಯಕ್ಕೆ ನಾಯಕನ ಆಸರೆ: [254, 128, 970, 191]
- issue-day: ಮಂಗಳವಾರ: [1110, 14, 1167, 30]
- kirusuddi-story3-lead: ಮಿಶ್ರ ಡಬಲ್ಸ್‌ನಲ್ಲಿ ರೋಹನ್-ರುತ್ವಿಕಾ:: [10, 1111, 123, 1121]
- scoreboard-row-label: ಮಹಾರಾಷ್ಟ್ರ ಬೌಲಿಂಗ್: [1095, 613, 1155, 624]
- bommai-dateline: ಹಾವೇರಿ:: [696, 1313, 723, 1323]
- artists-kicker: ನೂರಕ್ಕೂ ಹೆಚ್ಚು ಕಲಾವಿದರ ಸಾಕ್ಷ್ಯಚಿತ್ರ: [8, 1260, 294, 1288]
- crossword-cell[interactable]: [838, 1746, 865, 1773]
- scoreboard-row-value: 64: [1242, 514, 1253, 525]
- archery-photo: [698, 832, 870, 1050]
- crossword-cell[interactable]: [756, 1938, 783, 1965]
- scoreboard-row: [1095, 313, 1253, 330]
- scoreboard-row-value: 8-1-46-0: [1216, 447, 1253, 458]
- scoreboard-row-value: 72: [1242, 282, 1253, 293]
- clue-down-item: 9.ಹೊಲಿಗೆ ದಾರ (4): [1086, 1848, 1151, 1859]
- crossword-cell[interactable]: [838, 1938, 865, 1965]
- scoreboard-row: [1095, 595, 1253, 612]
- delhi-body-a: ದೇಶದಲ್ಲಿ ಅಂತಾರಾಷ್ಟ್ರೀಯ ಕ್ರೀಡಾ ಕೂಟಗಳ ಆಯೋಜನೆಗೆ ವಿಶ್ವದರ್ಜೆಯ ಕ್ರೀಡಾ ಮೂಲಸೌಕರ್ಯ ಅಗತ್ಯವಿದ್ದು, ಈ ನಿಟ್ಟಿನಲ್ಲಿ ಕೇಂದ್ರ ಕ್ರೀಡಾ ಸಚಿವಾಲಯ ಜವಾಹರಲಾಲ್ ನೆಹರು ಸ್ಟೇಡಿಯಂ ಅನ್ನು ಕೆಡವಿ ಕ್ರೀಡಾ ನಗರವನ್ನು ನಿರ್ಮಿಸುವ ಯೋಜನೆ ರೂಪಿಸಿದೆ. 102 ಎಕರೆ ಪ್ರದೇಶದಲ್ಲಿರುವ ಐತಿಹಾಸಿಕ ಸ್ಟೇಡಿಯಂ ಅನ್ನು ಸಂಪೂರ್ಣ ಪುನರ್‌ನಿರ್ಮಾಣ ಮಾಡಲಾಗುವುದು. ಈ ಯೋಜನೆ ಇನ್ನೂ ಪ್ರಸ್ತಾವನೆಯ ಹಂತದಲ್ಲಿದ್ದು, ಯೋಜನೆಯ ರೂಪುರೇಷೆ ಮತ್ತು ವೆಚ್ಚದ ಕುರಿತು ಅಧ್ಯಯನ ನಡೆಯುತ್ತಿದೆ.: [254, 847, 466, 935]
- kirusuddi-story1-body: [10, 196, 232, 336]
- quote-mark-icon: “: [197, 1354, 217, 1389]
- trump-dateline: ವಾಷಿಂಗ್ಟನ್:: [430, 1647, 467, 1657]
- answer-down-item: 10.ಅರಮನೆ: [984, 1993, 1023, 2003]
- quote-text: ಜಾನಪದ ಕಲಾವಿದರ ಡಿಜಿಟಲ್ ಆರ್ಕೈವ್‌ಗೆ ಸಾಕ್ಷ್ಯಚಿತ್ರ ನಿರ್ಮಾಣ ಕಾರ್ಯ ಕುರಿತು ಈಗಾಗಲೇ ಸರ್ಕಾರಕ್ಕೆ ಪ್ರಸ್ತಾವನೆ ಸಲ್ಲಿಸಲಾಗಿದ್ದು, ಸರ್ಕಾರ ಅನುಮತಿ ನೀಡಿದ ತಕ್ಷಣ ಟೆಂಡರ್ ಪ್ರಕ್ರಿಯೆ ಆರಂಭಿಸಲಾಗುವುದು.: [217, 1366, 399, 1415]
- crossword-cell[interactable]: [728, 1829, 755, 1856]
- answer-across-item: 5.ಕಬ್ಬಿಣದ: [984, 1787, 1016, 1797]
- puzzle-header-letter: ಧ: [856, 1640, 890, 1674]
- scoreboard-row-label: ಗುರಜ್ಜ್ ಸಿ ಕರುಣ್ ಬಿ ಮೊಹ್ಸಿನ್: [1095, 331, 1182, 342]
- crossword-cell[interactable]: [865, 1746, 892, 1773]
- crossword-block: [811, 1719, 838, 1746]
- crossword-block: [728, 1746, 755, 1773]
- answers-panel: [984, 1750, 1074, 2027]
- scoreboard-row-label: ಮುಕೇಶ್: [1095, 630, 1120, 641]
- archer-figure: [738, 872, 818, 1022]
- crossword-cell[interactable]: [893, 1911, 920, 1938]
- special-grant-box: [8, 1768, 410, 1986]
- puzzle-header-letter: ಬಂ: [818, 1640, 852, 1674]
